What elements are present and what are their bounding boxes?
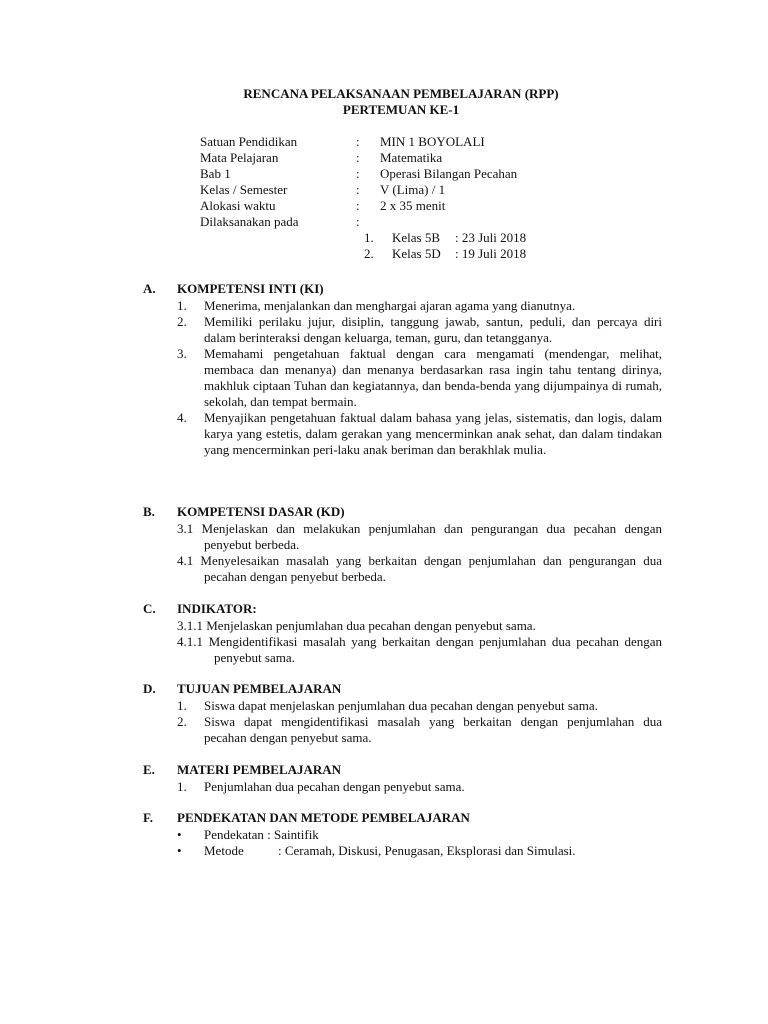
section-letter: C.	[143, 601, 156, 616]
item-text: Penjumlahan dua pecahan dengan penyebut sama.	[204, 779, 465, 794]
item-text: Siswa dapat menjelaskan penjumlahan dua pecahan dengan penyebut sama.	[204, 698, 598, 713]
section-letter: B.	[143, 504, 155, 519]
list-item	[177, 779, 662, 795]
info-colon: :	[356, 134, 360, 149]
list-item	[177, 314, 662, 346]
item-number: 2.	[177, 714, 187, 729]
info-colon: :	[356, 182, 360, 197]
info-colon: :	[356, 166, 360, 181]
section-title: MATERI PEMBELAJARAN	[177, 762, 342, 777]
section-items	[177, 779, 662, 795]
list-item	[177, 698, 662, 714]
item-number: 1.	[177, 298, 187, 313]
schedule-number: 1.	[364, 230, 374, 245]
document-subtitle: PERTEMUAN KE-1	[342, 102, 460, 117]
info-colon: :	[356, 198, 360, 213]
info-label: Mata Pelajaran	[200, 150, 279, 165]
info-value: Operasi Bilangan Pecahan	[380, 166, 518, 181]
schedule-date: : 23 Juli 2018	[455, 230, 527, 245]
section-title: TUJUAN PEMBELAJARAN	[177, 681, 342, 696]
item-text: Memahami pengetahuan faktual dengan cara mengamati (mendengar, melihat, membaca dan menanya) dan menanya berdasarkan rasa ingin tahu tentang dirinya, makhluk ciptaan Tuhan dan kegiatannya, dan benda-benda yang dijumpainya di rumah, sekolah, dan tempat bermain.	[204, 346, 662, 409]
item-label: Metode	[204, 843, 244, 858]
section-items	[177, 521, 662, 585]
section-title: KOMPETENSI DASAR (KD)	[177, 504, 345, 519]
section-letter: D.	[143, 681, 156, 696]
section-items	[177, 298, 662, 458]
section-title: INDIKATOR:	[177, 601, 257, 616]
info-label: Satuan Pendidikan	[200, 134, 298, 149]
bullet-icon: •	[177, 843, 182, 858]
section-items	[177, 827, 662, 859]
item-number: 2.	[177, 314, 187, 329]
info-value: V (Lima) / 1	[380, 182, 446, 197]
info-colon: :	[356, 214, 360, 229]
section-letter: A.	[143, 281, 156, 296]
list-item: 4.1 Menyelesaikan masalah yang berkaitan dengan penjumlahan dan pengurangan dua pecahan dengan penyebut berbeda.	[177, 553, 662, 584]
list-item: 3.1.1 Menjelaskan penjumlahan dua pecahan dengan penyebut sama.	[177, 618, 536, 633]
item-number: 3.	[177, 346, 187, 361]
info-label: Kelas / Semester	[200, 182, 288, 197]
info-value: 2 x 35 menit	[380, 198, 446, 213]
section-items	[177, 618, 662, 666]
schedule-class: Kelas 5D	[392, 246, 441, 261]
item-number: 4.	[177, 410, 187, 425]
bullet-icon: •	[177, 827, 182, 842]
list-item	[177, 843, 662, 859]
item-number: 1.	[177, 698, 187, 713]
info-label: Bab 1	[200, 166, 231, 181]
section-title: KOMPETENSI INTI (KI)	[177, 281, 324, 296]
list-item	[177, 714, 662, 746]
item-text: Pendekatan : Saintifik	[204, 827, 319, 842]
list-item	[177, 827, 662, 843]
item-number: 1.	[177, 779, 187, 794]
list-item: 3.1 Menjelaskan dan melakukan penjumlahan dan pengurangan dua pecahan dengan penyebut berbeda.	[177, 521, 662, 552]
schedule-number: 2.	[364, 246, 374, 261]
section-letter: F.	[143, 810, 153, 825]
item-text: Siswa dapat mengidentifikasi masalah yang berkaitan dengan penjumlahan dua pecahan dengan penyebut sama.	[204, 714, 662, 745]
list-item	[177, 346, 662, 410]
section-items	[177, 698, 662, 746]
info-colon: :	[356, 150, 360, 165]
item-text: Menerima, menjalankan dan menghargai ajaran agama yang dianutnya.	[204, 298, 576, 313]
list-item	[177, 298, 662, 314]
info-value: Matematika	[380, 150, 443, 165]
list-item	[177, 410, 662, 458]
section-letter: E.	[143, 762, 155, 777]
schedule-date: : 19 Juli 2018	[455, 246, 527, 261]
schedule-class: Kelas 5B	[392, 230, 441, 245]
info-label: Dilaksanakan pada	[200, 214, 299, 229]
info-label: Alokasi waktu	[200, 198, 276, 213]
item-text: : Ceramah, Diskusi, Penugasan, Eksplorasi dan Simulasi.	[278, 843, 576, 858]
item-text: Menyajikan pengetahuan faktual dalam bahasa yang jelas, sistematis, dan logis, dalam karya yang estetis, dalam gerakan yang mencerminkan anak sehat, dan dalam tindakan yang mencerminkan peri-laku anak beriman dan berakhlak mulia.	[204, 410, 662, 457]
list-item: 4.1.1 Mengidentifikasi masalah yang berkaitan dengan penjumlahan dua pecahan dengan penyebut sama.	[177, 634, 662, 665]
info-value: MIN 1 BOYOLALI	[380, 134, 485, 149]
section-title: PENDEKATAN DAN METODE PEMBELAJARAN	[177, 810, 470, 825]
document-title: RENCANA PELAKSANAAN PEMBELAJARAN (RPP)	[243, 86, 559, 101]
item-text: Memiliki perilaku jujur, disiplin, tanggung jawab, santun, peduli, dan percaya diri dalam berinteraksi dengan keluarga, teman, guru, dan tetangganya.	[204, 314, 662, 345]
